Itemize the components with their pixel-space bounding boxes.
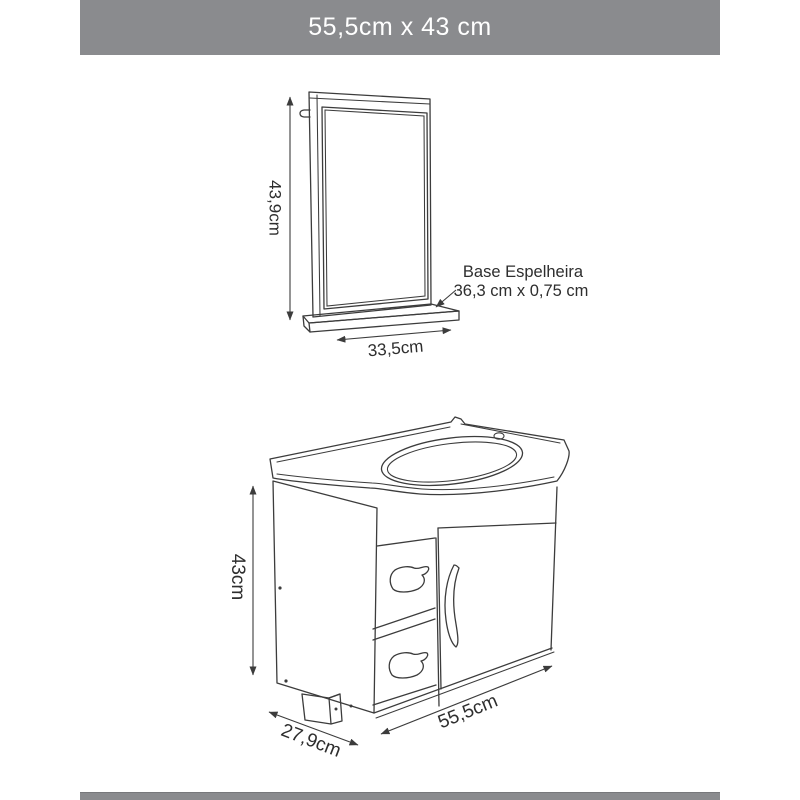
cabinet-depth-dimension — [269, 712, 358, 762]
shelf-callout-size: 36,3 cm x 0,75 cm — [453, 282, 589, 300]
mirror-frame-left-edge — [317, 95, 320, 316]
cabinet-width-label: 55,5cm — [435, 690, 501, 734]
footer-bar — [80, 792, 720, 800]
mirror-outer-frame — [309, 92, 431, 317]
mirror-drawing — [300, 92, 459, 332]
mirror-height-label: 43,9cm — [265, 180, 285, 236]
drawer-divider-top — [373, 608, 435, 629]
mirror-glass-outer — [322, 107, 428, 309]
sink-bowl-inner — [385, 436, 519, 489]
drawer1-top-edge — [377, 538, 435, 546]
countertop-back-lip — [277, 427, 450, 462]
page-title: 55,5cm x 43 cm — [308, 13, 492, 41]
mirror-shelf-front — [309, 311, 459, 332]
mirror-glass-inner — [325, 110, 425, 306]
cabinet-drawing — [270, 417, 569, 724]
shelf-callout-name: Base Espelheira — [462, 263, 584, 281]
door-handle — [445, 565, 459, 647]
shelf-callout — [436, 263, 588, 307]
side-panel-screw-dot — [284, 679, 287, 682]
cabinet-side-panel — [273, 481, 377, 713]
cabinet-height-label: 43cm — [226, 553, 248, 601]
sink-bowl-outer — [379, 430, 526, 493]
mirror-width-label: 33,5cm — [366, 336, 425, 361]
cabinet-right-edge — [551, 487, 557, 650]
drawer2-handle — [389, 653, 427, 678]
cabinet-depth-label: 27,9cm — [278, 719, 344, 762]
countertop-right-lip — [461, 424, 560, 443]
door-top-edge — [438, 523, 556, 528]
drawer-divider-bottom — [373, 619, 435, 640]
drawer1-handle — [390, 567, 428, 592]
cabinet-height-dimension — [227, 486, 253, 675]
mirror-peg — [300, 110, 310, 117]
mirror-height-dimension — [266, 97, 290, 320]
countertop-outline — [270, 417, 569, 495]
mirror-frame-top-edge — [310, 98, 430, 104]
mirror-width-dimension — [337, 330, 451, 360]
side-panel-screw-dot — [278, 586, 281, 589]
cabinet-width-dimension — [381, 666, 552, 734]
